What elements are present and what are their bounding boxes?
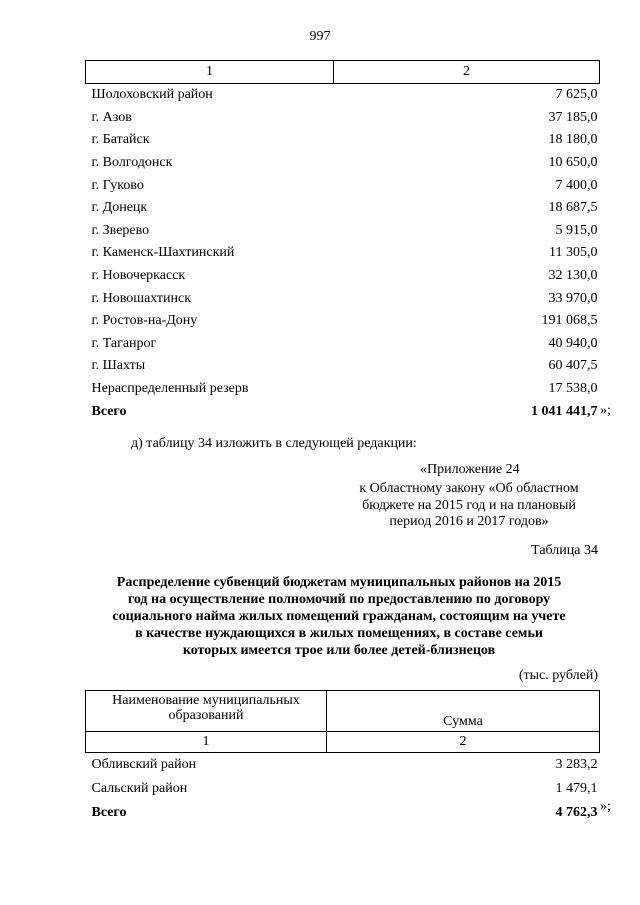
municipality-name: г. Таганрог: [91, 335, 157, 351]
total-row: [86, 400, 600, 423]
table-row: [86, 355, 600, 378]
municipality-name: г. Волгодонск: [91, 155, 173, 171]
heading-line: Распределение субвенций бюджетам муниципальных районов на 2015: [116, 575, 562, 590]
table-row: [86, 777, 600, 801]
column-header-municipality: [86, 691, 327, 732]
table-row: [86, 152, 600, 175]
table-row: [86, 220, 600, 243]
column-header-sum: Сумма: [327, 691, 600, 732]
table-heading: [72, 574, 606, 659]
table-row: [86, 242, 600, 265]
total-value: 4 762,3: [555, 805, 598, 820]
municipality-name: г. Каменск-Шахтинский: [91, 245, 235, 261]
amount-value: 3 283,2: [555, 757, 598, 772]
table-header-row: [86, 61, 600, 84]
table-row: [86, 310, 600, 333]
municipality-name: г. Шахты: [91, 358, 146, 374]
total-value: 1 041 441,7: [531, 403, 598, 419]
column-number-1: 1: [86, 732, 327, 753]
table-row: [86, 129, 600, 152]
amount-value: 7 400,0: [555, 177, 598, 193]
municipality-name: г. Зверево: [91, 222, 150, 238]
municipality-name: г. Донецк: [91, 200, 148, 216]
municipality-name: Нераспределенный резерв: [91, 381, 249, 397]
amount-value: 5 915,0: [555, 222, 598, 238]
column-number-2: 2: [334, 61, 600, 84]
amount-value: 10 650,0: [548, 155, 598, 171]
table-row: [86, 197, 600, 220]
municipality-name: г. Батайск: [91, 132, 150, 148]
table-row: [86, 84, 600, 107]
table-row: [86, 287, 600, 310]
municipality-name: г. Азов: [91, 109, 132, 125]
table-label: Таблица 34: [531, 543, 598, 558]
heading-line: социального найма жилых помещений гражданам, состоящим на учете: [112, 609, 566, 624]
amount-value: 40 940,0: [548, 335, 598, 351]
appendix-subtitle-line: бюджете на 2015 год и на плановый: [362, 497, 576, 513]
municipality-name: Шолоховский район: [91, 87, 213, 103]
amount-value: 32 130,0: [548, 268, 598, 284]
municipality-name: Сальский район: [91, 781, 188, 796]
table-header-row: [86, 691, 600, 732]
column-number-2: 2: [327, 732, 600, 753]
page-number: 997: [309, 29, 331, 44]
amount-value: 7 625,0: [555, 87, 598, 103]
municipality-name: г. Ростов-на-Дону: [91, 313, 198, 329]
total-label: Всего: [91, 805, 127, 820]
amount-value: 33 970,0: [548, 290, 598, 306]
table-row: [86, 333, 600, 356]
municipality-name: г. Новочеркасск: [91, 268, 186, 284]
total-label: Всего: [91, 403, 127, 419]
closing-quote-suffix: »;: [600, 799, 611, 814]
appendix-subtitle-line: период 2016 и 2017 годов»: [389, 514, 549, 529]
table-row: [86, 753, 600, 778]
heading-line: которых имеется трое или более детей-близнецов: [182, 643, 496, 658]
heading-line: в качестве нуждающихся в жилых помещениях, в составе семьи: [135, 626, 543, 641]
units-label: (тыс. рублей): [518, 668, 598, 683]
subvention-table: [85, 690, 600, 825]
amount-value: 60 407,5: [548, 358, 598, 374]
appendix-subtitle: [340, 481, 598, 531]
table-row: [86, 265, 600, 288]
table-row: [86, 174, 600, 197]
allocation-table: [85, 60, 600, 423]
amendment-paragraph: д) таблицу 34 изложить в следующей редакции:: [131, 436, 417, 451]
appendix-title: «Приложение 24: [420, 462, 520, 477]
total-row: [86, 801, 600, 825]
amount-value: 17 538,0: [548, 381, 598, 397]
municipality-name: Обливский район: [91, 757, 197, 772]
amount-value: 1 479,1: [555, 781, 598, 796]
table-row: [86, 107, 600, 130]
column-number-1: 1: [86, 61, 334, 84]
header-line: Наименование муниципальных: [112, 693, 300, 708]
heading-line: год на осуществление полномочий по предоставлению по договору: [127, 592, 551, 607]
amount-value: 11 305,0: [549, 245, 598, 261]
amount-value: 18 180,0: [548, 132, 598, 148]
municipality-name: г. Новошахтинск: [91, 290, 192, 306]
amount-value: 37 185,0: [548, 109, 598, 125]
header-line: образований: [168, 708, 244, 723]
appendix-subtitle-line: к Областному закону «Об областном: [359, 481, 579, 496]
amount-value: 18 687,5: [548, 200, 598, 216]
municipality-name: г. Гуково: [91, 177, 144, 193]
table-row: [86, 378, 600, 401]
amount-value: 191 068,5: [541, 313, 598, 329]
table-number-row: [86, 732, 600, 753]
closing-quote-suffix: »;: [600, 403, 611, 418]
